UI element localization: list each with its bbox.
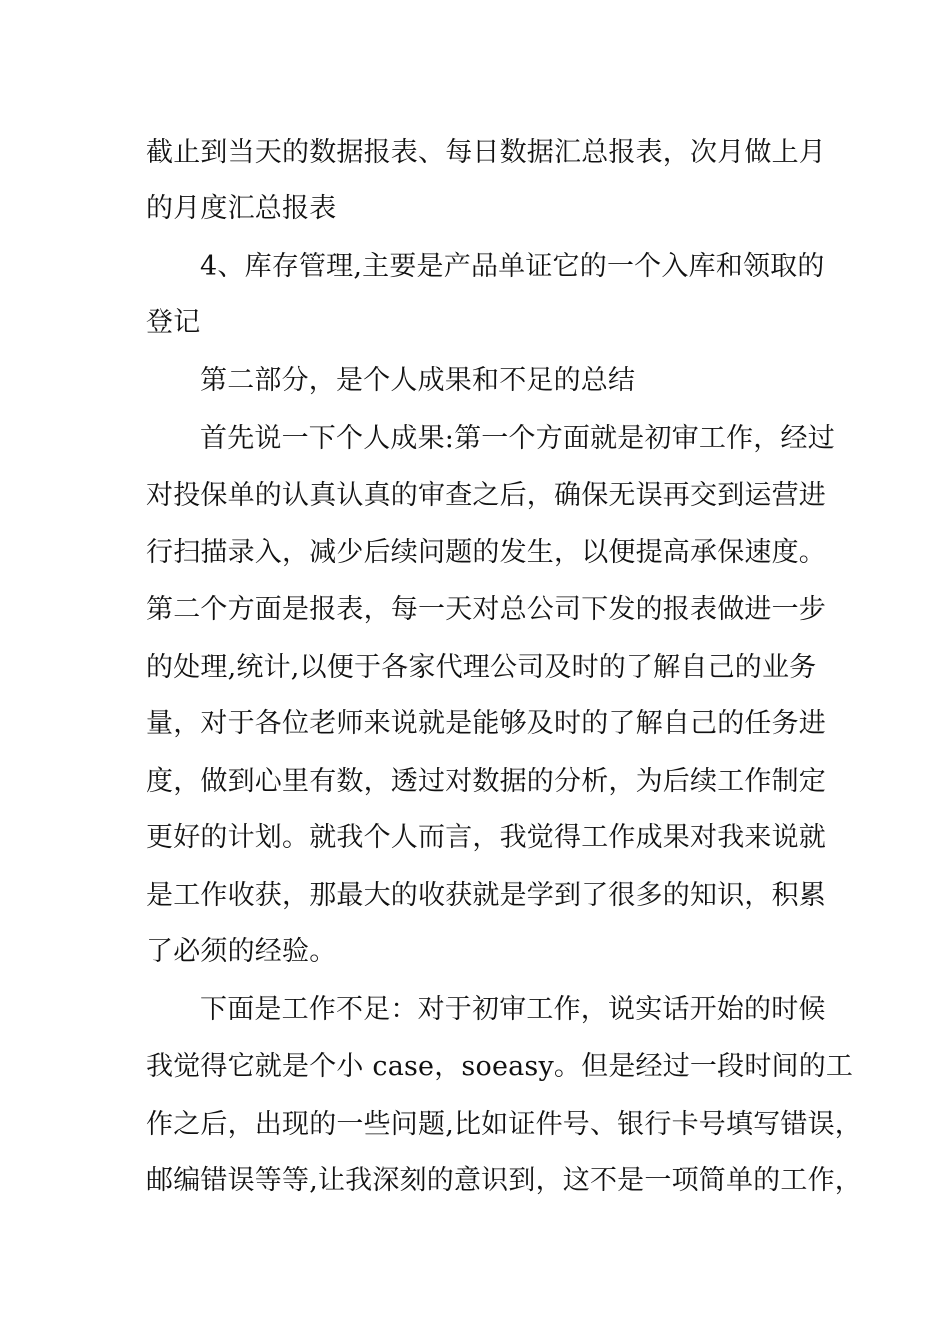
text-line: 的月度汇总报表 bbox=[146, 193, 337, 224]
text-line: 是工作收获，那最大的收获就是学到了很多的知识，积累 bbox=[146, 880, 826, 911]
text-line: 量，对于各位老师来说就是能够及时的了解自己的任务进 bbox=[146, 708, 826, 739]
text-line: 第二个方面是报表，每一天对总公司下发的报表做进一步 bbox=[146, 594, 826, 625]
text-line: 的处理,统计,以便于各家代理公司及时的了解自己的业务 bbox=[146, 652, 817, 683]
paragraph-start-line: 下面是工作不足：对于初审工作，说实话开始的时候 bbox=[200, 994, 826, 1025]
text-line: 我觉得它就是个小 case，soeasy。但是经过一段时间的工 bbox=[146, 1051, 854, 1082]
section-heading: 第二部分，是个人成果和不足的总结 bbox=[200, 365, 636, 396]
paragraph-start-line: 4、库存管理,主要是产品单证它的一个入库和领取的 bbox=[200, 251, 825, 282]
text-line: 作之后，出现的一些问题,比如证件号、银行卡号填写错误， bbox=[146, 1109, 862, 1140]
text-line: 更好的计划。就我个人而言，我觉得工作成果对我来说就 bbox=[146, 822, 826, 853]
text-line: 行扫描录入，减少后续问题的发生，以便提高承保速度。 bbox=[146, 537, 826, 568]
text-line: 了必须的经验。 bbox=[146, 936, 337, 967]
text-line: 对投保单的认真认真的审查之后，确保无误再交到运营进 bbox=[146, 480, 826, 511]
text-line: 邮编错误等等,让我深刻的意识到，这不是一项简单的工作， bbox=[146, 1165, 862, 1196]
text-line: 登记 bbox=[146, 307, 201, 338]
paragraph-start-line: 首先说一下个人成果:第一个方面就是初审工作，经过 bbox=[200, 423, 835, 454]
text-line: 度，做到心里有数，透过对数据的分析，为后续工作制定 bbox=[146, 766, 826, 797]
text-line: 截止到当天的数据报表、每日数据汇总报表，次月做上月 bbox=[146, 137, 826, 168]
